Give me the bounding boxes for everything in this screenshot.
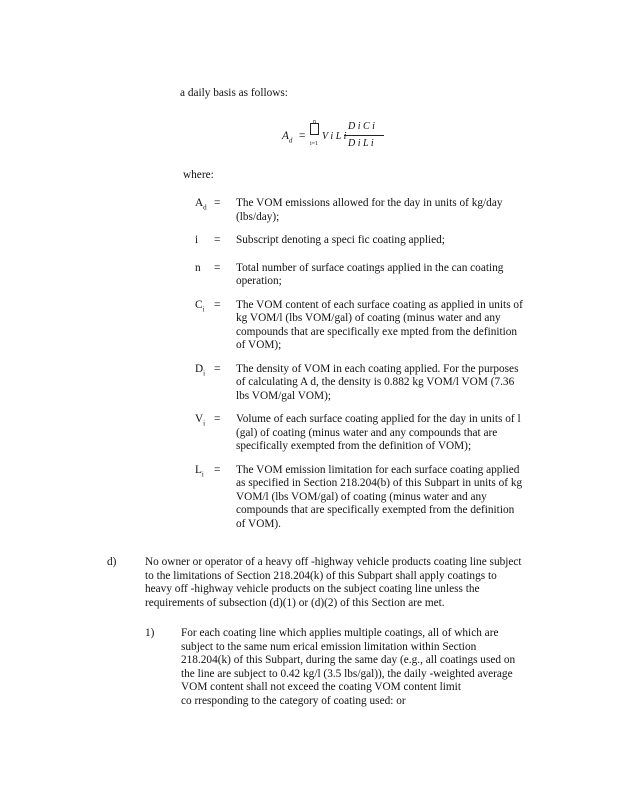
- emission-formula: [282, 120, 392, 156]
- paragraph-d-text: No owner or operator of a heavy off -highway vehicle products coating line subject to the limitations of Section 218.204(k) of this Subpart shall apply coatings to heavy off -highway vehicle products on the subject coating line unless the requirements of subsection (d)(1) or (d)(2) of this Section are met.: [145, 556, 522, 609]
- paragraph-d-label: d): [107, 556, 117, 568]
- fraction-bar: [344, 135, 384, 136]
- formula-denominator: D i L i: [348, 137, 374, 149]
- formula-lhs: $A_d$: [282, 130, 293, 145]
- paragraph-1-label: 1): [145, 627, 155, 639]
- definition-symbol: $L_i$: [195, 463, 204, 478]
- definition-symbol: i: [195, 234, 199, 246]
- definition-text: Volume of each surface coating applied for the day in units of l (gal) of coating (minus water and any compounds that are specifically exempted from the definition of VOM);: [236, 413, 521, 453]
- definition-text: Subscript denoting a speci fic coating applied;: [236, 234, 445, 246]
- definition-symbol: n: [195, 261, 201, 274]
- definition-symbol: $C_i$: [195, 298, 205, 313]
- definition-text: The VOM emissions allowed for the day in units of kg/day (lbs/day);: [236, 197, 503, 223]
- definition-equals: =: [214, 197, 221, 209]
- definition-item: [195, 299, 545, 353]
- definition-item: [195, 234, 545, 252]
- summation-icon: [310, 123, 319, 135]
- formula-numerator: D i C i: [348, 121, 375, 132]
- definition-text: The VOM emission limitation for each surface coating applied as specified in Section 218.204(b) of this Subpart in units of kg VOM/l (lbs VOM/gal) of coating (minus water and any compounds that are specifically exempted from the definition of VOM).: [236, 463, 523, 530]
- sum-upper-limit: n: [313, 119, 316, 125]
- formula-term: V i L i: [322, 131, 347, 142]
- definition-equals: =: [214, 261, 221, 274]
- definition-text: Total number of surface coatings applied in the can coating operation;: [236, 261, 504, 288]
- definition-symbol: $D_i$: [195, 362, 206, 377]
- formula-equals: =: [299, 130, 306, 142]
- where-label: where:: [183, 169, 214, 181]
- definition-equals: =: [214, 234, 221, 246]
- definition-text: The density of VOM in each coating applied. For the purposes of calculating A d, the density is 0.882 kg VOM/l VOM (7.36 lbs VOM/gal VOM);: [236, 362, 519, 402]
- definition-equals: =: [214, 413, 221, 426]
- definition-symbol: $A_d$: [195, 197, 207, 212]
- definition-item: [195, 363, 545, 404]
- formula-fraction: [344, 120, 384, 150]
- definition-item: [195, 262, 545, 289]
- definition-text: The VOM content of each surface coating as applied in units of kg VOM/l (lbs VOM/gal) of coating (minus water and any compounds that are specifically exe mpted from the definition of VOM);: [236, 298, 523, 352]
- definition-equals: =: [214, 298, 221, 311]
- paragraph-1-text: For each coating line which applies multiple coatings, all of which are subject to the same num erical emission limitation within Section 218.204(k) of this Subpart, during the same day (e.g., all coatings used on the line are subject to 0.42 kg/l (3.5 lbs/gal)), the daily -weighted average VOM content shall not exceed the coating VOM content limit co rresponding to the category of coating used: or: [181, 627, 516, 707]
- definition-equals: =: [214, 362, 221, 375]
- definition-symbol: $V_i$: [195, 413, 206, 428]
- definition-item: [195, 413, 545, 454]
- definition-equals: =: [214, 463, 221, 476]
- definitions-list: [195, 197, 545, 541]
- intro-text: a daily basis as follows:: [180, 87, 288, 99]
- definition-item: [195, 464, 545, 532]
- sum-lower-limit: i=1: [310, 141, 319, 147]
- definition-item: [195, 197, 545, 224]
